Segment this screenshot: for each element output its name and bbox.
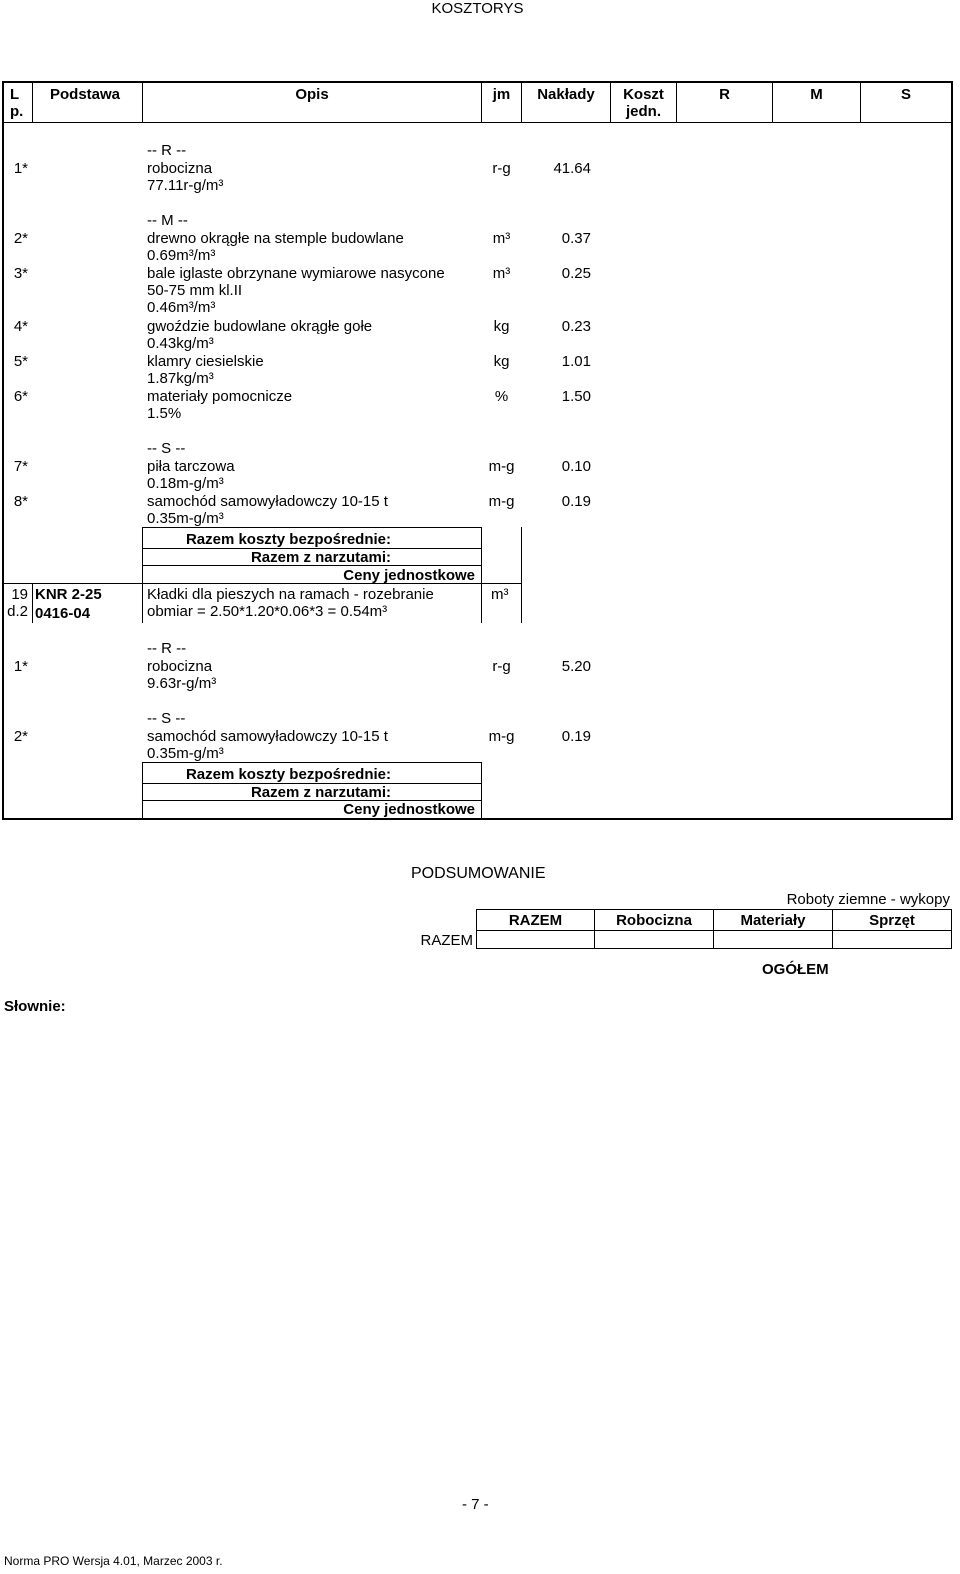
row-norm: 77.11r-g/m³ [147, 177, 224, 194]
table-top-border [2, 81, 953, 83]
summary-sep [951, 909, 952, 948]
unit-prices: Ceny jednostkowe [343, 567, 475, 584]
col-sep [481, 762, 482, 818]
position-top-line [2, 583, 521, 584]
col-sep [32, 81, 33, 122]
row-jm: m-g [488, 493, 515, 510]
summary-col-materialy: Materiały [740, 912, 806, 929]
row-lp: 8* [13, 493, 28, 510]
sum-line [142, 565, 481, 566]
row-jm: m³ [492, 265, 511, 282]
col-sep [521, 527, 522, 583]
row-lp: 6* [13, 388, 28, 405]
row-desc: gwoździe budowlane okrągłe gołe [147, 318, 373, 335]
summary-col-sprzet: Sprzęt [869, 912, 915, 929]
row-norm: 0.18m-g/m³ [147, 475, 224, 492]
row-val: 0.25 [561, 265, 591, 282]
header-s: S [900, 86, 911, 103]
row-desc: klamry ciesielskie [147, 353, 264, 370]
row-lp: 1* [13, 160, 28, 177]
summary-col-robocizna: Robocizna [616, 912, 692, 929]
row-val: 0.19 [561, 493, 591, 510]
table-left-border [2, 81, 4, 820]
header-naklady: Nakłady [537, 86, 595, 103]
s-marker: -- S -- [147, 710, 186, 727]
row-norm: 0.43kg/m³ [147, 335, 214, 352]
m-marker: -- M -- [147, 212, 188, 229]
col-sep [142, 762, 143, 818]
header-opis: Opis [295, 86, 329, 103]
row-val: 0.19 [561, 728, 591, 745]
row-jm: m³ [492, 230, 511, 247]
header-bottom-border [2, 122, 953, 123]
row-desc-cont: 50-75 mm kl.II [147, 282, 243, 299]
summary-total: OGÓŁEM [762, 961, 829, 978]
header-jm: jm [492, 86, 511, 103]
sum-direct: Razem koszty bezpośrednie: [185, 766, 391, 783]
row-val: 1.50 [561, 388, 591, 405]
row-lp: 7* [13, 458, 28, 475]
r-marker: -- R -- [147, 142, 187, 159]
summary-row-label: RAZEM [420, 932, 473, 949]
row-norm: 0.46m³/m³ [147, 299, 216, 316]
row-lp: 2* [13, 728, 28, 745]
row-desc: samochód samowyładowczy 10-15 t [147, 493, 388, 510]
position-measure: obmiar = 2.50*1.20*0.06*3 = 0.54m³ [147, 603, 388, 620]
position-lp: 19 d.2 [7, 586, 28, 620]
sum-line [142, 762, 481, 763]
row-val: 0.23 [561, 318, 591, 335]
page-title: KOSZTORYS [431, 0, 524, 17]
row-norm: 0.35m-g/m³ [147, 745, 224, 762]
r-marker: -- R -- [147, 640, 187, 657]
header-koszt: Koszt jedn. [623, 86, 664, 120]
row-jm: r-g [492, 160, 511, 177]
row-norm: 0.69m³/m³ [147, 247, 216, 264]
row-val: 41.64 [553, 160, 591, 177]
summary-title: PODSUMOWANIE [411, 865, 546, 882]
position-basis: KNR 2-25 0416-04 [35, 586, 102, 622]
position-jm: m³ [491, 586, 509, 603]
row-jm: kg [493, 353, 510, 370]
row-desc: drewno okrągłe na stemple budowlane [147, 230, 404, 247]
row-val: 5.20 [561, 658, 591, 675]
row-desc: robocizna [147, 160, 213, 177]
col-sep [521, 583, 522, 623]
row-norm: 1.87kg/m³ [147, 370, 214, 387]
row-desc: bale iglaste obrzynane wymiarowe nasycone [147, 265, 445, 282]
row-val: 0.10 [561, 458, 591, 475]
row-jm: r-g [492, 658, 511, 675]
col-sep [481, 583, 482, 623]
table-bottom-border [2, 818, 953, 820]
row-norm: 1.5% [147, 405, 182, 422]
table-right-border [951, 81, 953, 820]
row-norm: 0.35m-g/m³ [147, 510, 224, 527]
summary-line [476, 909, 952, 910]
footer-text: Norma PRO Wersja 4.01, Marzec 2003 r. [4, 1554, 223, 1568]
header-podstawa: Podstawa [50, 86, 121, 103]
header-lp: L p. [10, 86, 24, 120]
row-desc: samochód samowyładowczy 10-15 t [147, 728, 388, 745]
row-lp: 2* [13, 230, 28, 247]
row-norm: 9.63r-g/m³ [147, 675, 217, 692]
header-m: M [810, 86, 823, 103]
glossary-label: Słownie: [4, 998, 66, 1015]
row-desc: robocizna [147, 658, 213, 675]
summary-line [476, 930, 952, 931]
sum-line [142, 527, 481, 528]
row-lp: 4* [13, 318, 28, 335]
s-marker: -- S -- [147, 440, 186, 457]
summary-line [476, 948, 952, 949]
row-jm: kg [493, 318, 510, 335]
sum-direct: Razem koszty bezpośrednie: [185, 531, 391, 548]
row-jm: m-g [488, 728, 515, 745]
row-lp: 3* [13, 265, 28, 282]
sum-overhead: Razem z narzutami: [250, 549, 391, 566]
header-r: R [719, 86, 730, 103]
row-lp: 5* [13, 353, 28, 370]
unit-prices: Ceny jednostkowe [343, 801, 475, 818]
col-sep [32, 583, 33, 623]
col-sep [142, 527, 143, 583]
col-sep [481, 527, 482, 583]
col-sep [142, 583, 143, 623]
row-jm: m-g [488, 458, 515, 475]
row-jm: % [494, 388, 509, 405]
position-desc: Kładki dla pieszych na ramach - rozebranie [147, 586, 434, 603]
summary-col-razem: RAZEM [508, 912, 563, 929]
sum-overhead: Razem z narzutami: [250, 784, 391, 801]
row-lp: 1* [13, 658, 28, 675]
page-number: - 7 - [462, 1496, 489, 1513]
row-val: 1.01 [561, 353, 591, 370]
row-desc: materiały pomocnicze [147, 388, 293, 405]
summary-subtitle: Roboty ziemne - wykopy [786, 891, 950, 908]
row-desc: piła tarczowa [147, 458, 235, 475]
row-val: 0.37 [561, 230, 591, 247]
